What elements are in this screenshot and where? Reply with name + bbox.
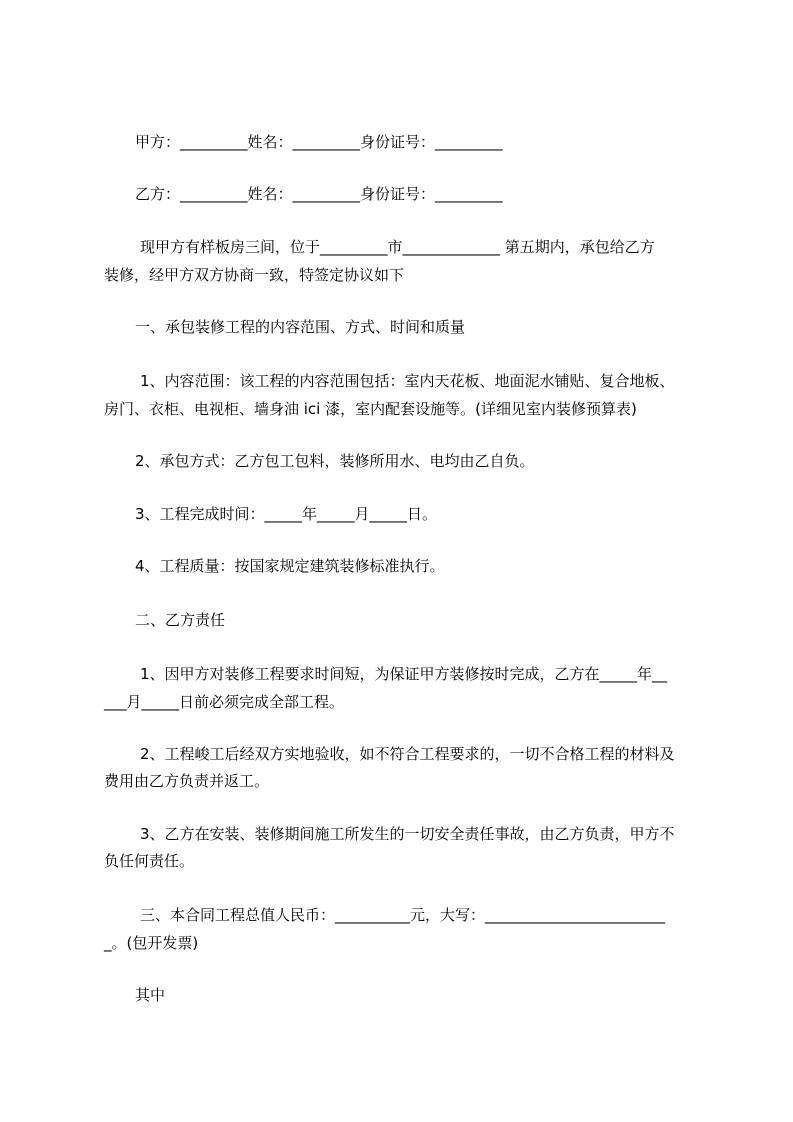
section-1-heading: 一、承包装修工程的内容范围、方式、时间和质量 [135,318,466,336]
section-1-item-3: 3、工程完成时间：_____年_____月_____日。 [135,505,438,523]
party-a-line: 甲方：_________姓名：_________身份证号：_________ [135,133,503,151]
intro-line-2: 装修，经甲方双方协商一致，特签定协议如下 [104,266,405,284]
closing-text: 其中 [135,986,166,1004]
section-1-item-4: 4、工程质量：按国家规定建筑装修标准执行。 [135,557,445,575]
section-2-item-2-line-2: 费用由乙方负责并返工。 [104,772,270,790]
section-1-item-1-line-2: 房门、衣柜、电视柜、墙身油 ici 漆，室内配套设施等。(详细见室内装修预算表) [104,400,637,418]
section-1-item-1-line-1: 1、内容范围：该工程的内容范围包括：室内天花板、地面泥水铺贴、复合地板、 [140,372,675,390]
section-3-line-2: _。(包开发票) [104,934,199,952]
section-2-item-1-line-1: 1、因甲方对装修工程要求时间短，为保证甲方装修按时完成，乙方在_____年__ [140,665,668,683]
section-2-item-3-line-1: 3、乙方在安装、装修期间施工所发生的一切安全责任事故，由乙方负责，甲方不 [140,825,675,843]
section-1-item-2: 2、承包方式：乙方包工包料，装修所用水、电均由乙自负。 [135,452,535,470]
section-3-line-1: 三、本合同工程总值人民币：__________元，大写：________________________ [140,906,666,924]
section-2-item-3-line-2: 负任何责任。 [104,852,195,870]
party-b-line: 乙方：_________姓名：_________身份证号：_________ [135,185,503,203]
intro-line-1: 现甲方有样板房三间，位于_________市_____________ 第五期内，承包给乙方 [140,238,655,256]
section-2-heading: 二、乙方责任 [135,611,226,629]
section-2-item-2-line-1: 2、工程峻工后经双方实地验收，如不符合工程要求的，一切不合格工程的材料及 [140,745,675,763]
section-2-item-1-line-2: ___月_____日前必须完成全部工程。 [104,693,345,711]
